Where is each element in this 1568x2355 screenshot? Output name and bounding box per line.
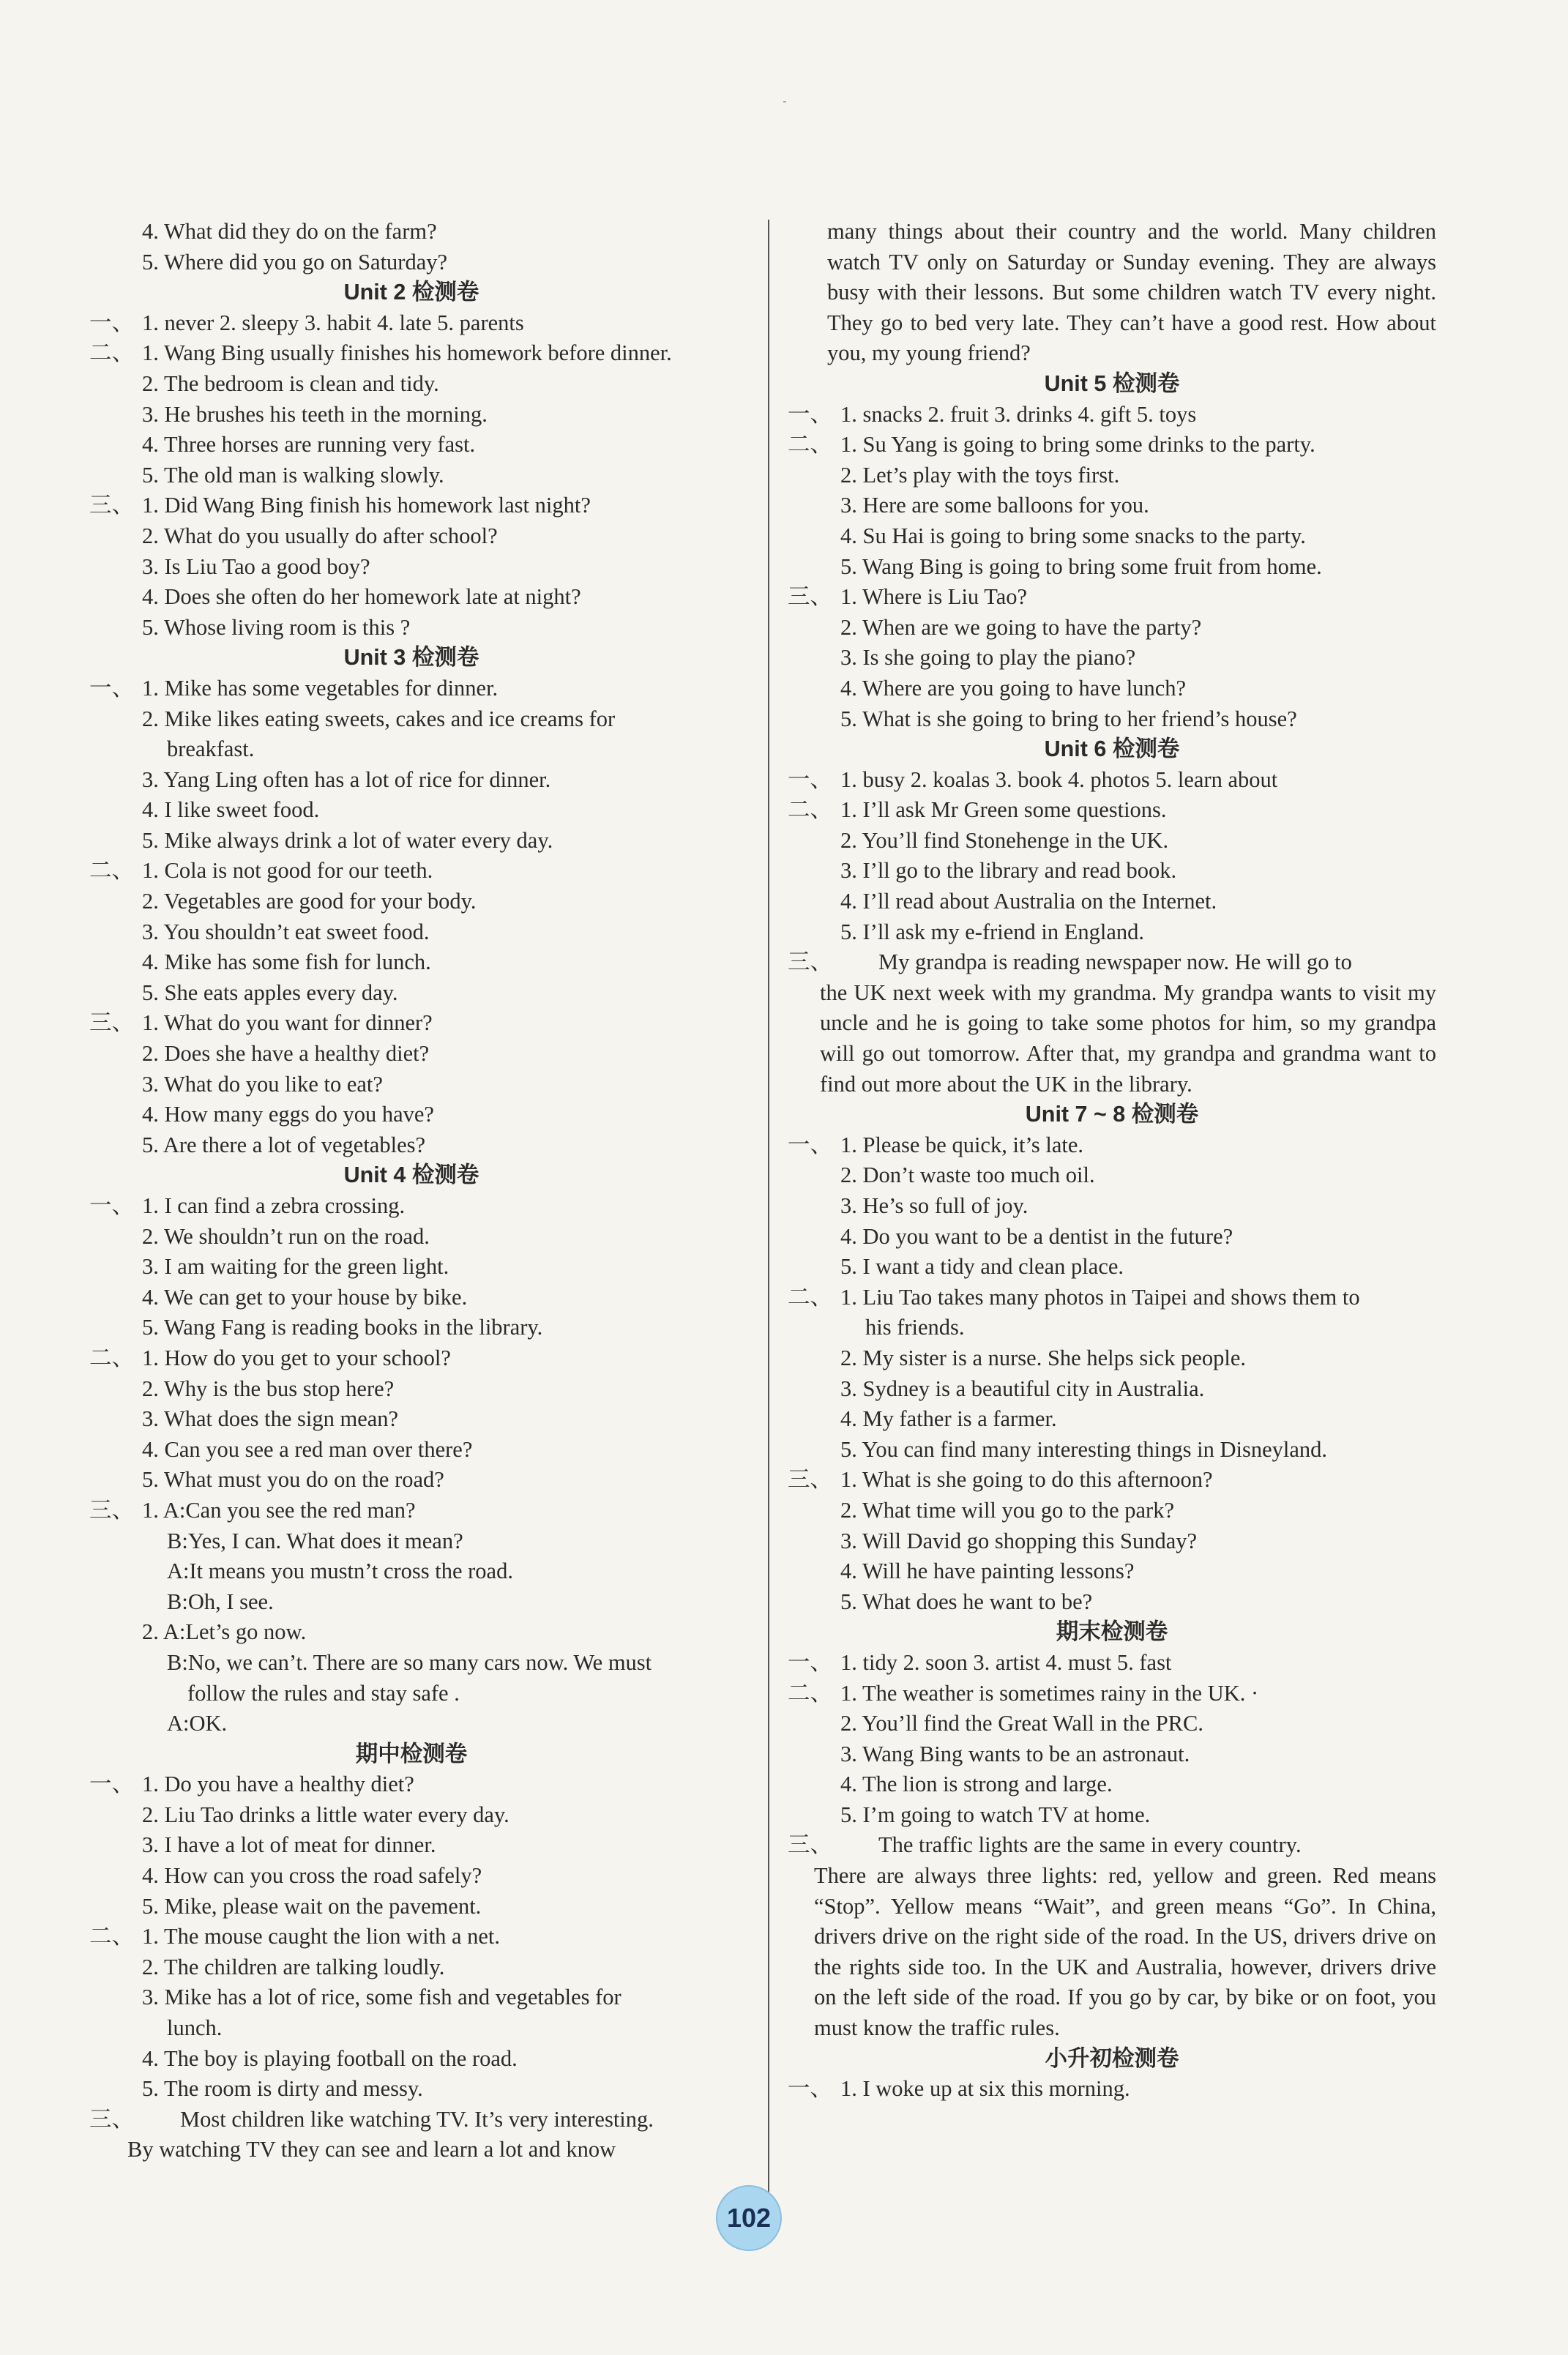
section-heading-unit6: Unit 6 检测卷 [1044, 736, 1180, 762]
answer-group: 三、 Most children like watching TV. It’s very interesting. [89, 2106, 654, 2132]
dialogue-line: B:Oh, I see. [167, 1589, 274, 1614]
answer-group: 二、 1. How do you get to your school? [89, 1345, 451, 1370]
answer-line: 5. She eats apples every day. [142, 979, 398, 1005]
paragraph: the UK next week with my grandma. My grandpa wants to visit my uncle and he is going to take some photos for him, so my grandpa will go out tomorrow. After that, my grandpa and grandma want to find out more about the UK in the library. [820, 979, 1436, 1097]
answer-line: 3. You shouldn’t eat sweet food. [142, 919, 430, 944]
section-heading-unit4: Unit 4 检测卷 [343, 1162, 479, 1188]
column-divider [768, 220, 769, 2203]
answer-line: 3. Wang Bing wants to be an astronaut. [840, 1741, 1190, 1766]
answer-line: 4. We can get to your house by bike. [142, 1284, 468, 1310]
answer-line: 5. The old man is walking slowly. [142, 462, 444, 488]
answer-group: 二、 1. The weather is sometimes rainy in the UK. · [788, 1680, 1259, 1706]
answer-line: 3. Sydney is a beautiful city in Australia. [840, 1376, 1205, 1401]
answer-line: 3. Will David go shopping this Sunday? [840, 1528, 1198, 1553]
answer-line: 4. I like sweet food. [142, 797, 320, 823]
section-heading-midterm: 期中检测卷 [355, 1741, 468, 1766]
answer-line: 2. The children are talking loudly. [142, 1954, 445, 1979]
answer-group: 一、 1. Mike has some vegetables for dinner. [89, 675, 499, 701]
answer-group: 三、 1. Did Wang Bing finish his homework last night? [89, 493, 591, 518]
dialogue-line: B:Yes, I can. What does it mean? [167, 1528, 463, 1553]
answer-line: 4. How many eggs do you have? [142, 1102, 434, 1127]
section-heading-final: 期末检测卷 [1056, 1619, 1168, 1645]
answer-line: 5. I’m going to watch TV at home. [840, 1802, 1151, 1827]
answer-group: 一、 1. snacks 2. fruit 3. drinks 4. gift 5. toys [788, 401, 1197, 427]
answer-group: 二、 1. I’ll ask Mr Green some questions. [788, 797, 1167, 823]
answer-line: 5. Are there a lot of vegetables? [142, 1132, 426, 1157]
answer-line: 4. Three horses are running very fast. [142, 432, 476, 458]
answer-group: 二、 1. The mouse caught the lion with a net. [89, 1924, 501, 1949]
answer-group: 二、 1. Cola is not good for our teeth. [89, 858, 433, 884]
answer-line: 4. My father is a farmer. [840, 1406, 1057, 1432]
answer-line: 3. What do you like to eat? [142, 1071, 383, 1097]
answer-line: 3. I am waiting for the green light. [142, 1254, 449, 1280]
answer-line: 2. Why is the bus stop here? [142, 1376, 395, 1401]
answer-line: 4. I’ll read about Australia on the Internet. [840, 889, 1217, 914]
answer-group: 一、 1. I woke up at six this morning. [788, 2076, 1130, 2102]
answer-line: 2. My sister is a nurse. She helps sick people. [840, 1345, 1247, 1370]
answer-line: 4. Where are you going to have lunch? [840, 675, 1187, 701]
answer-line: 5. What must you do on the road? [142, 1467, 444, 1493]
answer-line: 5. I want a tidy and clean place. [840, 1254, 1124, 1280]
answer-line: 4. Does she often do her homework late at night? [142, 584, 581, 610]
paragraph: There are always three lights: red, yellow and green. Red means “Stop”. Yellow means “Wait”, and green means “Go”. In China, drivers drive on the right side of the road. In the US, drivers drive on the rights side too. In the UK and Australia, however, drivers drive on the left side of the road. If you go by car, by bike or on foot, you must know the traffic rules. [814, 1863, 1436, 2041]
answer-line: 2. You’ll find the Great Wall in the PRC. [840, 1711, 1203, 1736]
answer-line: 3. Is she going to play the piano? [840, 645, 1136, 671]
answer-line: 2. Vegetables are good for your body. [142, 889, 477, 914]
answer-line: 4. Mike has some fish for lunch. [142, 949, 431, 975]
answer-line: 5. You can find many interesting things in Disneyland. [840, 1436, 1328, 1462]
answer-line: 4. The boy is playing football on the road. [142, 2045, 518, 2071]
answer-line: 3. Mike has a lot of rice, some fish and vegetables for [142, 1985, 621, 2010]
answer-line: 5. What is she going to bring to her friend’s house? [840, 706, 1297, 731]
answer-line: 4. How can you cross the road safely? [142, 1863, 482, 1889]
answer-line: 3. He brushes his teeth in the morning. [142, 401, 488, 427]
answer-line: 5. Wang Fang is reading books in the library. [142, 1315, 543, 1340]
answer-line: 5. Wang Bing is going to bring some fruit from home. [840, 553, 1322, 579]
left-column [89, 217, 733, 2165]
answer-line: 5. Mike always drink a lot of water every day. [142, 827, 553, 853]
section-heading-xiaoshengchu: 小升初检测卷 [1045, 2045, 1179, 2071]
answer-line: 4. Can you see a red man over there? [142, 1436, 473, 1462]
answer-line: 4. The lion is strong and large. [840, 1772, 1113, 1797]
answer-line: 2. When are we going to have the party? [840, 614, 1202, 640]
answer-line: 5. What does he want to be? [840, 1589, 1093, 1614]
answer-line: 3. Is Liu Tao a good boy? [142, 553, 370, 579]
answer-line: 5. I’ll ask my e-friend in England. [840, 919, 1145, 944]
section-heading-unit2: Unit 2 检测卷 [343, 280, 479, 305]
page-number-badge: 102 [716, 2185, 782, 2251]
answer-line: 2. Does she have a healthy diet? [142, 1041, 430, 1067]
answer-line: 4. Su Hai is going to bring some snacks to the party. [840, 523, 1306, 548]
answer-line: 3. Yang Ling often has a lot of rice for dinner. [142, 766, 551, 792]
answer-line: 4. Do you want to be a dentist in the future? [840, 1223, 1233, 1249]
answer-line: 3. What does the sign mean? [142, 1406, 399, 1432]
answer-group: 三、 1. What do you want for dinner? [89, 1010, 433, 1036]
answer-line: 2. Don’t waste too much oil. [840, 1162, 1095, 1188]
answer-group: 二、 1. Wang Bing usually finishes his homework before dinner. [89, 340, 672, 366]
answer-line: 2. What time will you go to the park? [840, 1497, 1174, 1523]
answer-group: 一、 1. I can find a zebra crossing. [89, 1193, 406, 1218]
answer-group: 三、 1. What is she going to do this afternoon? [788, 1467, 1213, 1493]
answer-line: 5. Whose living room is this ? [142, 614, 411, 640]
scan-speck [783, 101, 786, 102]
answer-group: 三、 The traffic lights are the same in every country. [788, 1832, 1302, 1858]
answer-line: 2. Let’s play with the toys first. [840, 462, 1120, 488]
right-column [788, 217, 1436, 2105]
answer-line: 2. The bedroom is clean and tidy. [142, 370, 439, 396]
answer-line: 3. I’ll go to the library and read book. [840, 858, 1177, 884]
section-heading-unit5: Unit 5 检测卷 [1044, 370, 1180, 396]
dialogue-line: 2. A:Let’s go now. [142, 1619, 307, 1645]
answer-line: 3. He’s so full of joy. [840, 1193, 1028, 1218]
answer-line: 5. Mike, please wait on the pavement. [142, 1893, 482, 1919]
paragraph-continued: many things about their country and the world. Many children watch TV only on Saturday or Sunday evening. They are always busy with their lessons. But some children watch TV every night. They go to bed very late. They can’t have a good rest. How about you, my young friend? [827, 219, 1436, 366]
answer-group: 一、 1. tidy 2. soon 3. artist 4. must 5. fast [788, 1649, 1172, 1675]
answer-line: 2. We shouldn’t run on the road. [142, 1223, 430, 1249]
answer-group: 二、 1. Liu Tao takes many photos in Taipei and shows them to [788, 1284, 1360, 1310]
answer-line: 2. What do you usually do after school? [142, 523, 498, 548]
answer-group: 三、 1. Where is Liu Tao? [788, 584, 1028, 610]
answer-line: lunch. [167, 2015, 223, 2041]
answer-group: 三、 1. A:Can you see the red man? [89, 1497, 416, 1523]
answer-group: 三、 My grandpa is reading newspaper now. He will go to [788, 949, 1352, 975]
dialogue-line: B:No, we can’t. There are so many cars now. We must [167, 1649, 652, 1675]
answer-group: 一、 1. busy 2. koalas 3. book 4. photos 5. learn about [788, 766, 1278, 792]
answer-line: 2. You’ll find Stonehenge in the UK. [840, 827, 1169, 853]
answer-line: his friends. [865, 1315, 965, 1340]
dialogue-line: A:OK. [167, 1711, 228, 1736]
dialogue-line: A:It means you mustn’t cross the road. [167, 1559, 513, 1584]
answer-line: 4. Will he have painting lessons? [840, 1559, 1135, 1584]
answer-group: 一、 1. Do you have a healthy diet? [89, 1772, 414, 1797]
answer-line: 5. Where did you go on Saturday? [142, 249, 448, 275]
answer-line: 4. What did they do on the farm? [142, 219, 437, 244]
answer-line: 3. I have a lot of meat for dinner. [142, 1832, 436, 1858]
answer-group: 二、 1. Su Yang is going to bring some drinks to the party. [788, 432, 1315, 458]
section-heading-unit3: Unit 3 检测卷 [343, 645, 479, 671]
answer-line: 2. Mike likes eating sweets, cakes and ice creams for [142, 706, 616, 731]
answer-line: 5. The room is dirty and messy. [142, 2076, 423, 2102]
section-heading-unit78: Unit 7 ~ 8 检测卷 [1025, 1102, 1199, 1127]
dialogue-line: follow the rules and stay safe . [187, 1680, 460, 1706]
answer-line: 3. Here are some balloons for you. [840, 493, 1149, 518]
answer-group: 一、 1. Please be quick, it’s late. [788, 1132, 1084, 1157]
answer-line: 2. Liu Tao drinks a little water every day. [142, 1802, 509, 1827]
paragraph-line: By watching TV they can see and learn a lot and know [127, 2137, 616, 2162]
answer-line: breakfast. [167, 736, 255, 762]
answer-group: 一、 1. never 2. sleepy 3. habit 4. late 5. parents [89, 310, 524, 335]
